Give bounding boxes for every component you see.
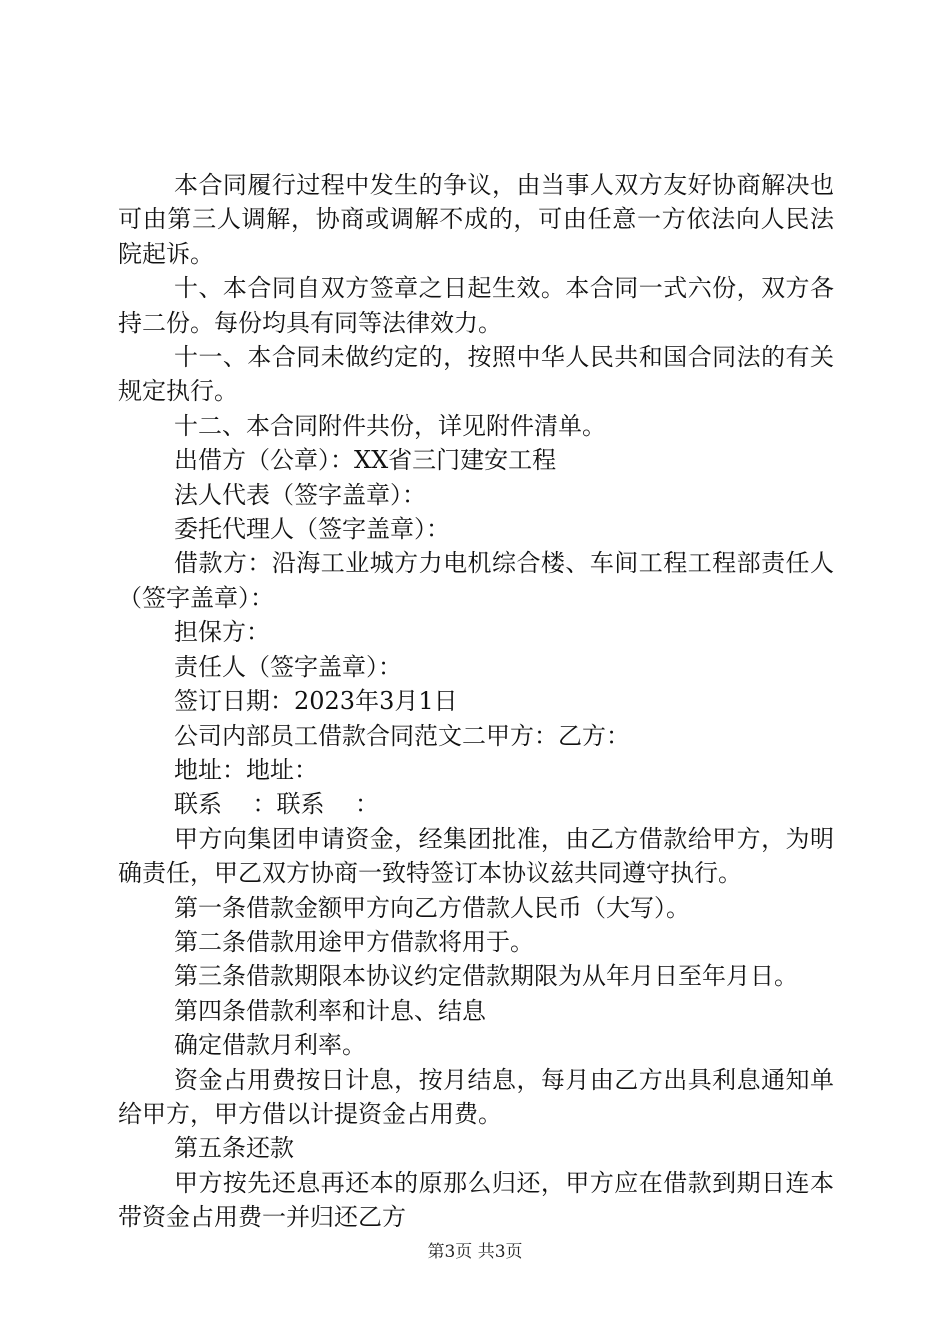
paragraph-article-4: 第四条借款利率和计息、结息	[174, 996, 486, 1025]
paragraph-borrower: 借款方：沿海工业城方力电机综合楼、车间工程工程部责任人（签字盖章）：	[118, 549, 834, 612]
paragraph-guarantor: 担保方：	[174, 618, 270, 647]
page-footer	[0, 1242, 950, 1262]
page-number: 第3页 共3页	[427, 1242, 523, 1262]
paragraph-fee-calculation: 资金占用费按日计息，按月结息，每月由乙方出具利息通知单给甲方，甲方借以计提资金占用费。	[118, 1065, 834, 1128]
paragraph-contact: 联系 ：联系 ：	[174, 790, 380, 819]
paragraph-signing-date: 签订日期：2023年3月1日	[174, 687, 458, 716]
paragraph-article-5: 第五条还款	[174, 1134, 294, 1163]
paragraph-responsible-person: 责任人（签字盖章）：	[174, 652, 402, 681]
paragraph-legal-representative: 法人代表（签字盖章）：	[174, 480, 426, 509]
paragraph-article-2: 第二条借款用途甲方借款将用于。	[174, 927, 534, 956]
paragraph-article-3: 第三条借款期限本协议约定借款期限为从年月日至年月日。	[174, 962, 798, 991]
paragraph-preamble: 甲方向集团申请资金，经集团批准，由乙方借款给甲方，为明确责任，甲乙双方协商一致特签订本协议兹共同遵守执行。	[118, 824, 834, 888]
paragraph-dispute-resolution: 本合同履行过程中发生的争议，由当事人双方友好协商解决也可由第三人调解，协商或调解不成的，可由任意一方依法向人民法院起诉。	[118, 171, 834, 268]
paragraph-monthly-rate: 确定借款月利率。	[174, 1031, 366, 1060]
document-body	[118, 168, 834, 1235]
paragraph-clause-11: 十一、本合同未做约定的，按照中华人民共和国合同法的有关规定执行。	[118, 343, 834, 406]
paragraph-authorized-agent: 委托代理人（签字盖章）：	[174, 515, 450, 544]
paragraph-template-two-parties: 公司内部员工借款合同范文二甲方：乙方：	[174, 721, 630, 750]
paragraph-lender: 出借方（公章）：XX省三门建安工程	[174, 446, 557, 475]
paragraph-clause-12: 十二、本合同附件共份，详见附件清单。	[174, 411, 606, 440]
paragraph-repayment: 甲方按先还息再还本的原那么归还，甲方应在借款到期日连本带资金占用费一并归还乙方	[118, 1168, 834, 1232]
paragraph-article-1: 第一条借款金额甲方向乙方借款人民币（大写）。	[174, 893, 690, 922]
paragraph-address: 地址：地址：	[174, 755, 318, 784]
paragraph-clause-10: 十、本合同自双方签章之日起生效。本合同一式六份，双方各持二份。每份均具有同等法律效力。	[118, 274, 834, 337]
